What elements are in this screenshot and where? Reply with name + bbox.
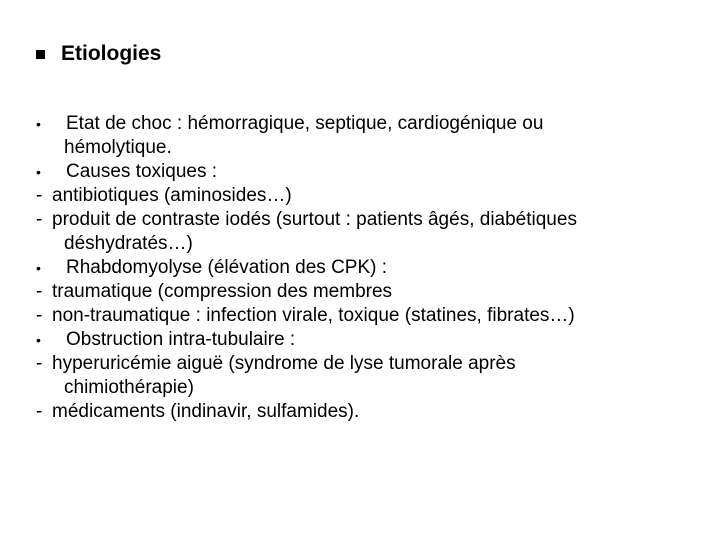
list-line-text: déshydratés…) [64, 233, 193, 254]
list-line [36, 328, 686, 352]
list-line-text: médicaments (indinavir, sulfamides). [52, 401, 360, 422]
heading-text: Etiologies [61, 42, 162, 65]
list-line [36, 208, 686, 232]
bullet-dot-icon: • [36, 260, 41, 276]
list-line [36, 184, 686, 208]
list-line [36, 400, 686, 424]
list-line [36, 160, 686, 184]
list-line-text: traumatique (compression des membres [52, 281, 393, 302]
list-line-text: hyperuricémie aiguë (syndrome de lyse tumorale après [52, 353, 516, 374]
bullet-dot-icon: • [36, 332, 41, 348]
list-line [36, 136, 686, 160]
list-line-text: Etat de choc : hémorragique, septique, cardiogénique ou [66, 113, 544, 134]
list-line-text: Causes toxiques : [66, 161, 218, 182]
list-line [36, 112, 686, 136]
dash-mark: - [36, 401, 43, 422]
dash-mark: - [36, 209, 43, 230]
list-line-text: non-traumatique : infection virale, toxique (statines, fibrates…) [52, 305, 575, 326]
list-line [36, 304, 686, 328]
list-line [36, 232, 686, 256]
list-line [36, 256, 686, 280]
dash-mark: - [36, 353, 43, 374]
bullet-dot-icon: • [36, 116, 41, 132]
section-heading [36, 42, 161, 66]
square-bullet-icon [36, 50, 45, 59]
dash-mark: - [36, 281, 43, 302]
list-line-text: produit de contraste iodés (surtout : patients âgés, diabétiques [52, 209, 577, 230]
list-line-text: Rhabdomyolyse (élévation des CPK) : [66, 257, 388, 278]
list-line [36, 352, 686, 376]
dash-mark: - [36, 185, 43, 206]
etiologies-list [36, 112, 686, 424]
list-line-text: hémolytique. [64, 137, 172, 158]
list-line-text: antibiotiques (aminosides…) [52, 185, 292, 206]
list-line [36, 280, 686, 304]
list-line-text: Obstruction intra-tubulaire : [66, 329, 296, 350]
list-line [36, 376, 686, 400]
list-line-text: chimiothérapie) [64, 377, 194, 398]
dash-mark: - [36, 305, 43, 326]
bullet-dot-icon: • [36, 164, 41, 180]
